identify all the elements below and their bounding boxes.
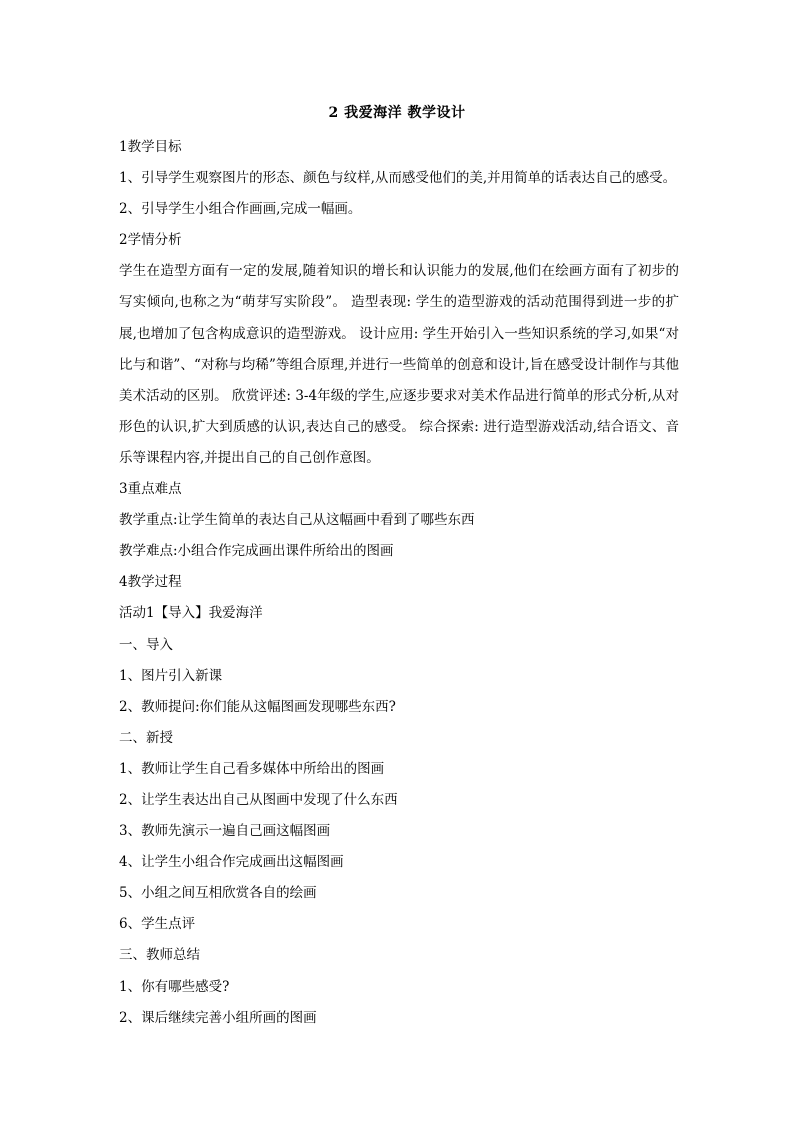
list-item: 1、教师让学生自己看多媒体中所给出的图画 (119, 760, 385, 777)
subheading-new-lesson: 二、新授 (119, 729, 173, 746)
list-item: 2、让学生表达出自己从图画中发现了什么东西 (119, 791, 398, 808)
list-item: 6、学生点评 (119, 916, 196, 933)
list-item: 2、教师提问:你们能从这幅图画发现哪些东西? (119, 698, 396, 715)
activity-heading: 活动1【导入】我爱海洋 (119, 605, 263, 622)
section-heading-key-points: 3重点难点 (119, 481, 182, 498)
subheading-summary: 三、教师总结 (119, 947, 200, 964)
section-heading-analysis: 2学情分析 (119, 232, 182, 249)
section-heading-objectives: 1教学目标 (119, 139, 182, 155)
list-item: 2、课后继续完善小组所画的图画 (119, 1009, 317, 1026)
objective-item-1: 1、引导学生观察图片的形态、颜色与纹样,从而感受他们的美,并用简单的话表达自己的感受。 (119, 170, 677, 187)
key-point: 教学重点:让学生简单的表达自己从这幅画中看到了哪些东西 (119, 512, 475, 529)
subheading-introduction: 一、导入 (119, 636, 173, 653)
list-item: 3、教师先演示一遍自己画这幅图画 (119, 823, 331, 840)
list-item: 4、让学生小组合作完成画出这幅图画 (119, 854, 344, 871)
list-item: 1、你有哪些感受? (119, 978, 230, 995)
objective-item-2: 2、引导学生小组合作画画,完成一幅画。 (119, 201, 362, 218)
difficult-point: 教学难点:小组合作完成画出课件所给出的图画 (119, 543, 394, 560)
document-title: 2 我爱海洋 教学设计 (328, 105, 466, 121)
list-item: 5、小组之间互相欣赏各自的绘画 (119, 885, 317, 902)
section-heading-process: 4教学过程 (119, 574, 182, 591)
list-item: 1、图片引入新课 (119, 667, 223, 684)
document-body (119, 132, 679, 1034)
analysis-paragraph: 学生在造型方面有一定的发展,随着知识的增长和认识能力的发展,他们在绘画方面有了初步的写实倾向,也称之为“萌芽写实阶段”。 造型表现: 学生的造型游戏的活动范围得到进一步的扩展,也增加了包含构成意识的造型游戏。 设计应用: 学生开始引入一些知识系统的学习,如果“对比与和谐”、“对称与均稀”等组合原理,并进行一些简单的创意和设计,旨在感受设计制作与其他美术活动的区别。 欣赏评述: 3-4年级的学生,应逐步要求对美术作品进行简单的形式分析,从对形色的认识,扩大到质感的认识,表达自己的感受。 综合探索: 进行造型游戏活动,结合语文、音乐等课程内容,并提出自己的自己创作意图。 (119, 263, 679, 466)
